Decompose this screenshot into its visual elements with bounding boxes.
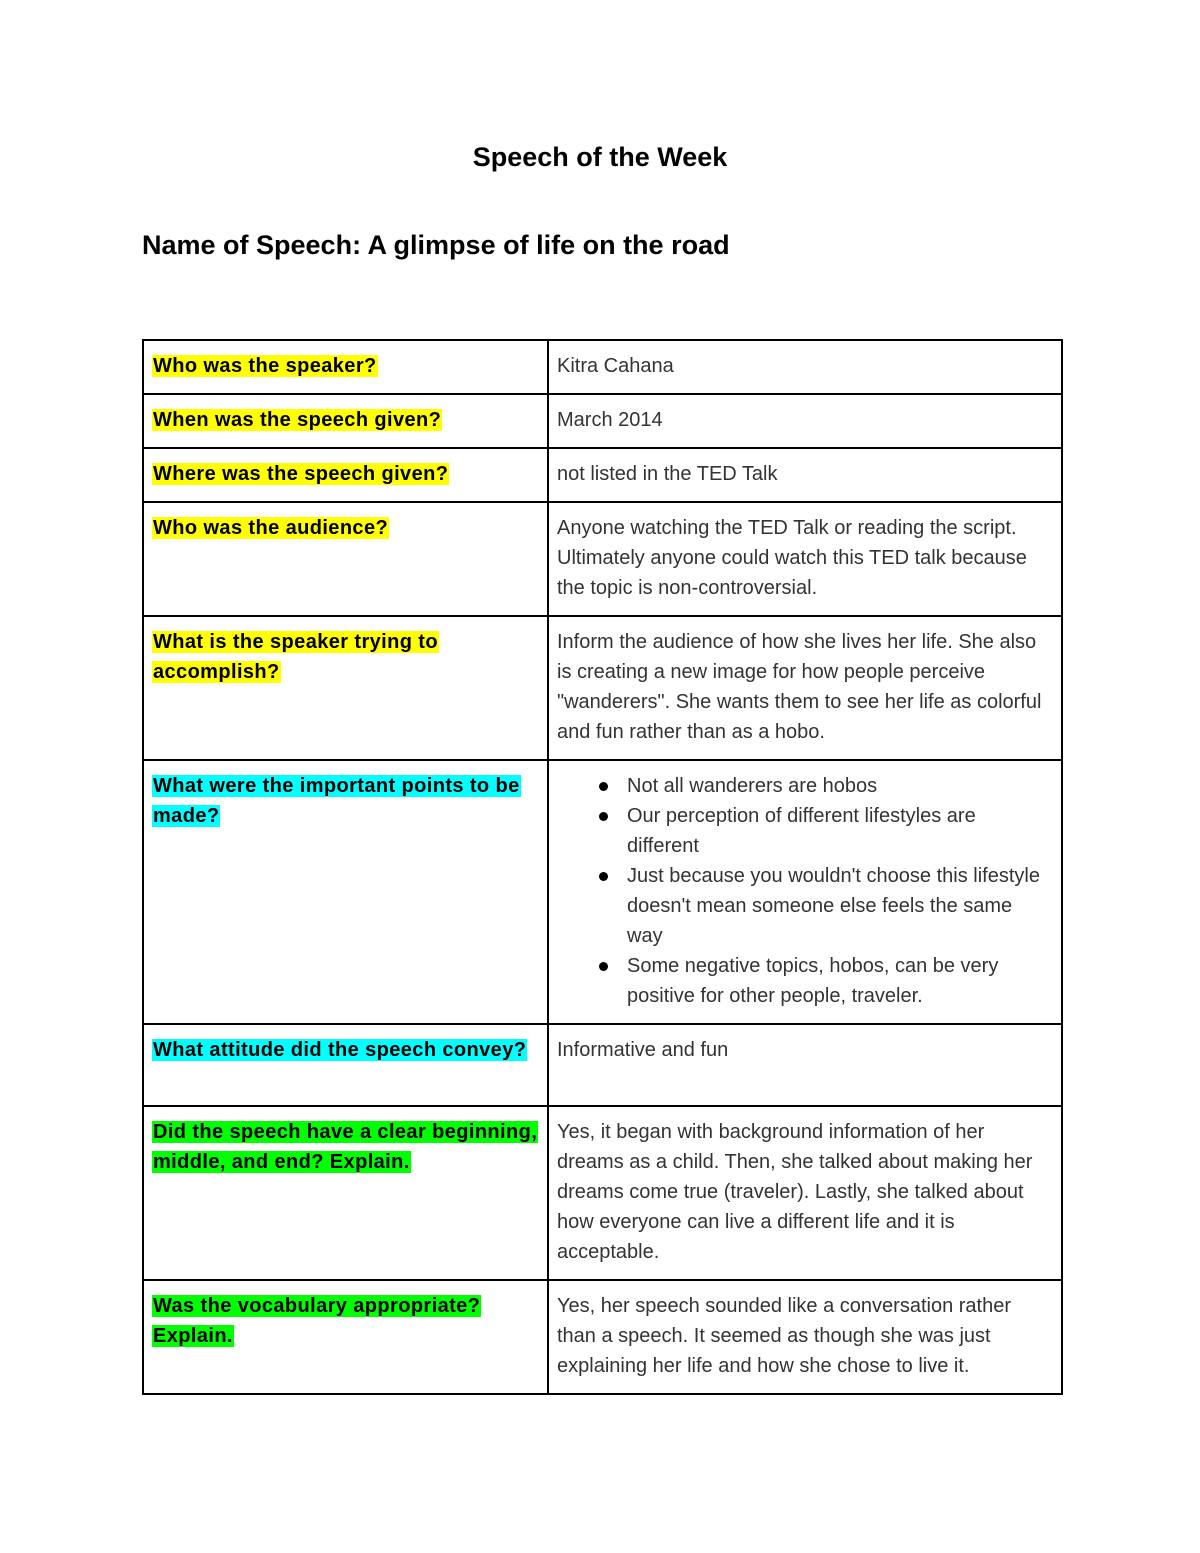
question-cell [143, 1106, 548, 1280]
question-cell [143, 760, 548, 1024]
answer-cell: Yes, it began with background information of her dreams as a child. Then, she talked about making her dreams come true (traveler). Lastly, she talked about how everyone can live a different life and it is acceptable. [548, 1106, 1062, 1280]
question-cell [143, 340, 548, 394]
list-item: Some negative topics, hobos, can be very positive for other people, traveler. [627, 951, 1053, 1011]
list-item: Not all wanderers are hobos [627, 771, 1053, 801]
list-item: Our perception of different lifestyles are different [627, 801, 1053, 861]
important-points-list [557, 771, 1053, 1011]
question-text: Where was the speech given? [153, 463, 449, 485]
question-cell [143, 502, 548, 616]
question-text: What is the speaker trying to accomplish? [153, 631, 438, 683]
question-cell [143, 448, 548, 502]
question-text: Who was the speaker? [153, 355, 377, 377]
list-item: Just because you wouldn't choose this lifestyle doesn't mean someone else feels the same way [627, 861, 1053, 951]
table-row [143, 394, 1062, 448]
question-cell [143, 616, 548, 760]
answer-cell: Yes, her speech sounded like a conversation rather than a speech. It seemed as though she was just explaining her life and how she chose to live it. [548, 1280, 1062, 1394]
answer-cell: March 2014 [548, 394, 1062, 448]
answer-cell: Kitra Cahana [548, 340, 1062, 394]
question-text: What were the important points to be made? [153, 775, 520, 827]
speech-worksheet-table [142, 339, 1063, 1395]
question-text: When was the speech given? [153, 409, 442, 431]
question-text: Did the speech have a clear beginning, middle, and end? Explain. [153, 1121, 538, 1173]
question-cell [143, 1024, 548, 1106]
page-title: Speech of the Week [472, 142, 728, 172]
answer-cell [548, 760, 1062, 1024]
question-text: Was the vocabulary appropriate? Explain. [153, 1295, 481, 1347]
table-row [143, 448, 1062, 502]
speech-name-heading: Name of Speech: A glimpse of life on the road [142, 230, 730, 260]
answer-cell: Inform the audience of how she lives her life. She also is creating a new image for how people perceive "wanderers". She wants them to see her life as colorful and fun rather than as a hobo. [548, 616, 1062, 760]
question-text: Who was the audience? [153, 517, 389, 539]
question-cell [143, 1280, 548, 1394]
table-row [143, 616, 1062, 760]
question-cell [143, 394, 548, 448]
answer-cell: Anyone watching the TED Talk or reading the script. Ultimately anyone could watch this TED talk because the topic is non-controversial. [548, 502, 1062, 616]
table-row [143, 1280, 1062, 1394]
table-row [143, 760, 1062, 1024]
answer-cell: Informative and fun [548, 1024, 1062, 1106]
table-row [143, 1024, 1062, 1106]
answer-cell: not listed in the TED Talk [548, 448, 1062, 502]
question-text: What attitude did the speech convey? [153, 1039, 527, 1061]
table-row [143, 340, 1062, 394]
table-row [143, 1106, 1062, 1280]
table-row [143, 502, 1062, 616]
